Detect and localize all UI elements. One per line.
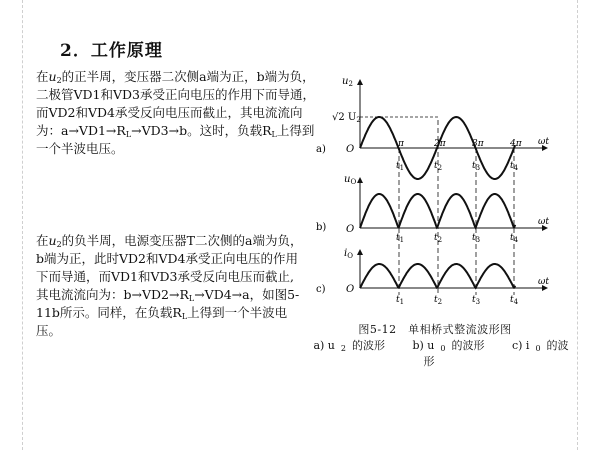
panel-b-time-t2: $t_2$ <box>434 233 443 244</box>
figure-caption <box>300 322 570 370</box>
panel-c-origin: O <box>346 284 355 295</box>
panel-a-time-labels <box>396 161 519 172</box>
tick-3pi: 3π <box>472 139 484 149</box>
waveform-figure <box>302 70 562 310</box>
panel-a-time-t3: $t_3$ <box>472 161 481 172</box>
caption-title: 图5-12 单相桥式整流波形图 <box>358 323 512 336</box>
panel-a-tag: a) <box>316 144 326 155</box>
panel-b-y-label: $u_O$ <box>344 174 357 186</box>
panel-c-tag: c) <box>316 284 326 295</box>
caption-subtitles <box>300 338 570 370</box>
left-frame-edge <box>0 0 23 450</box>
panel-a-time-t2: $t_2$ <box>434 161 443 172</box>
right-frame-edge <box>577 0 600 450</box>
panel-c-x-label: ωt <box>538 277 549 287</box>
panel-c-time-t1: $t_1$ <box>396 295 405 306</box>
panel-c-time-t2: $t_2$ <box>434 295 443 306</box>
panel-b-origin: O <box>346 224 355 235</box>
panel-b-tag: b) <box>316 222 327 233</box>
caption-a: a) u $_2$ 的波形 <box>313 339 385 353</box>
panel-a-x-label: ωt <box>538 137 549 147</box>
panel-b-time-t3: $t_3$ <box>472 233 481 244</box>
caption-c: c) i $_0$ 的波形 <box>423 339 569 368</box>
paragraph-positive-half: 在$u_2$的正半周，变压器二次侧a端为正，b端为负，二极管VD1和VD3承受正向电压的作用下而导通，而VD2和VD4承受反向电压而截止，其电流流向为：$a\to VD1\to R_L\to VD3\to b$。这时，负载$R_L$上得到一个半波电压。 <box>36 69 316 156</box>
panel-a-time-t1: $t_1$ <box>396 161 405 172</box>
panel-a-amplitude-label: √2 $U_2$ <box>332 112 361 124</box>
panel-b-x-label: ωt <box>538 217 549 227</box>
panel-c-time-t3: $t_3$ <box>472 295 481 306</box>
slide-title: 2．工作原理 <box>60 41 163 61</box>
panel-a-time-t4: $t_4$ <box>510 161 519 172</box>
panel-c-y-label: $i_O$ <box>344 248 353 260</box>
panel-a-y-label: $u_2$ <box>342 76 353 88</box>
panel-a <box>316 76 549 179</box>
tick-2pi: 2π <box>434 139 446 149</box>
panel-c-time-t4: $t_4$ <box>510 295 519 306</box>
tick-4pi: 4π <box>510 139 522 149</box>
tick-pi: π <box>398 139 404 149</box>
paragraph-negative-half: 在$u_2$的负半周，电源变压器T二次侧的a端为负，b端为正，此时VD2和VD4承受正向电压的作用下而导通，而VD1和VD3承受反向电压而截止,其电流流向为：$b\to VD2\to R_L\to VD4\to a$，如图5-11b所示。同样，在负载$R_L$上得到一个半波电压。 <box>36 233 303 338</box>
panel-a-origin: O <box>346 144 355 155</box>
waveform-diagram <box>302 70 562 310</box>
time-connectors <box>399 120 514 295</box>
caption-b: b) u $_0$ 的波形 <box>412 339 485 353</box>
panel-b-time-t4: $t_4$ <box>510 233 519 244</box>
panel-b-time-t1: $t_1$ <box>396 233 405 244</box>
